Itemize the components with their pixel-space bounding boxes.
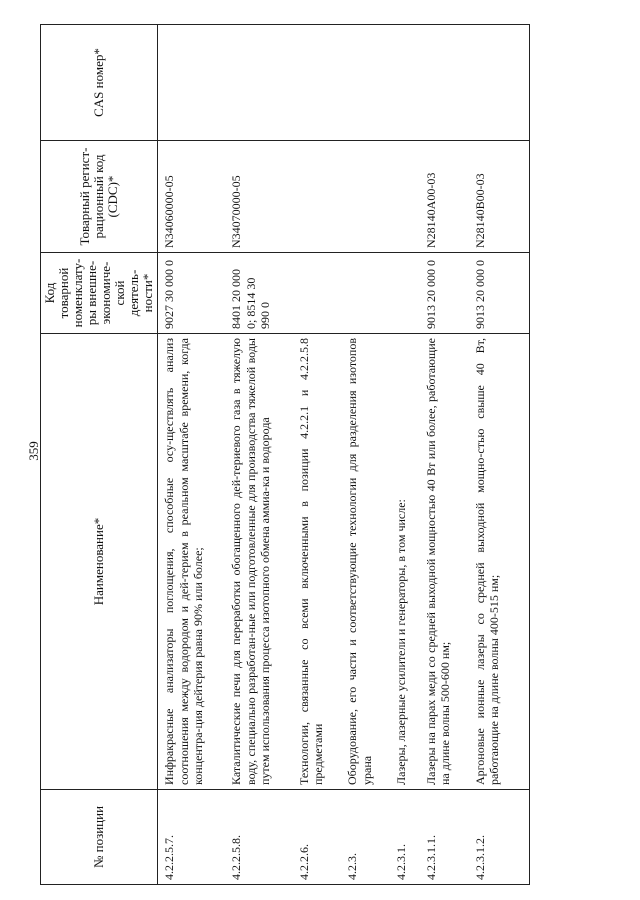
row-name: Лазеры на парах меди со средней выходной мощностью 40 Вт или более, работающие на длине волны 500-600 нм; xyxy=(420,334,469,790)
row-tnved: 9027 30 000 0 xyxy=(158,253,226,334)
filler-cell xyxy=(517,141,529,253)
row-cdc xyxy=(390,141,420,253)
row-cas xyxy=(469,25,518,141)
row-cas xyxy=(293,25,342,141)
row-tnved: 9013 20 000 0 xyxy=(420,253,469,334)
row-name: Технологии, связанные со всеми включенными в позиции 4.2.2.1 и 4.2.2.5.8 предметами xyxy=(293,334,342,790)
row-position: 4.2.2.5.7. xyxy=(158,790,226,885)
table-row xyxy=(390,25,420,885)
table-row xyxy=(293,25,342,885)
table-filler-row xyxy=(517,25,529,885)
row-position: 4.2.3.1. xyxy=(390,790,420,885)
filler-cell xyxy=(517,25,529,141)
row-name: Оборудование, его части и соответствующие технологии для разделения изотопов урана xyxy=(341,334,390,790)
page-number: 359 xyxy=(25,441,41,461)
row-cdc xyxy=(293,141,342,253)
row-cas xyxy=(225,25,292,141)
row-cdc: N34070000-05 xyxy=(225,141,292,253)
row-position: 4.2.3. xyxy=(341,790,390,885)
row-name: Лазеры, лазерные усилители и генераторы, в том числе: xyxy=(390,334,420,790)
header-tnved-code: Код товарной номенклату-ры внешне-экономиче-ской деятель-ности* xyxy=(41,253,158,334)
header-cas-number: CAS номер* xyxy=(41,25,158,141)
row-tnved xyxy=(293,253,342,334)
filler-cell xyxy=(517,334,529,790)
header-position: № позиции xyxy=(41,790,158,885)
filler-cell xyxy=(517,253,529,334)
table-header-row xyxy=(41,25,158,885)
table-row xyxy=(158,25,226,885)
row-cas xyxy=(420,25,469,141)
row-tnved: 9013 20 000 0 xyxy=(469,253,518,334)
row-cdc xyxy=(341,141,390,253)
table-row xyxy=(469,25,518,885)
row-tnved xyxy=(341,253,390,334)
row-name: Аргоновые ионные лазеры со средней выходной мощно-стью свыше 40 Вт, работающие на длине волны 400-515 нм; xyxy=(469,334,518,790)
header-cdc-code: Товарный регист-рационный код (CDC)* xyxy=(41,141,158,253)
row-cas xyxy=(341,25,390,141)
row-tnved xyxy=(390,253,420,334)
filler-cell xyxy=(517,790,529,885)
row-position: 4.2.2.5.8. xyxy=(225,790,292,885)
row-cas xyxy=(390,25,420,141)
row-position: 4.2.3.1.1. xyxy=(420,790,469,885)
row-tnved: 8401 20 000 0; 8514 30 990 0 xyxy=(225,253,292,334)
row-name: Инфракрасные анализаторы поглощения, способные осу-ществлять анализ соотношения между водородом и дей-терием в реальном масштабе времени, когда концентра-ция дейтерия равна 90% или более; xyxy=(158,334,226,790)
row-cdc: N28140A00-03 xyxy=(420,141,469,253)
row-position: 4.2.2.6. xyxy=(293,790,342,885)
rotated-page-content xyxy=(40,25,530,885)
row-position: 4.2.3.1.2. xyxy=(469,790,518,885)
row-name: Каталитические печи для переработки обогащенного дей-териевого газа в тяжелую воду, специально разработан-ные или подготовленные для производства тяжелой воды путем использования процесса изотопного обмена аммиа-ка и водорода xyxy=(225,334,292,790)
header-name: Наименование* xyxy=(41,334,158,790)
table-row xyxy=(420,25,469,885)
table-row xyxy=(225,25,292,885)
goods-table xyxy=(40,24,530,885)
row-cdc: N28140B00-03 xyxy=(469,141,518,253)
row-cas xyxy=(158,25,226,141)
table-row xyxy=(341,25,390,885)
row-cdc: N34060000-05 xyxy=(158,141,226,253)
